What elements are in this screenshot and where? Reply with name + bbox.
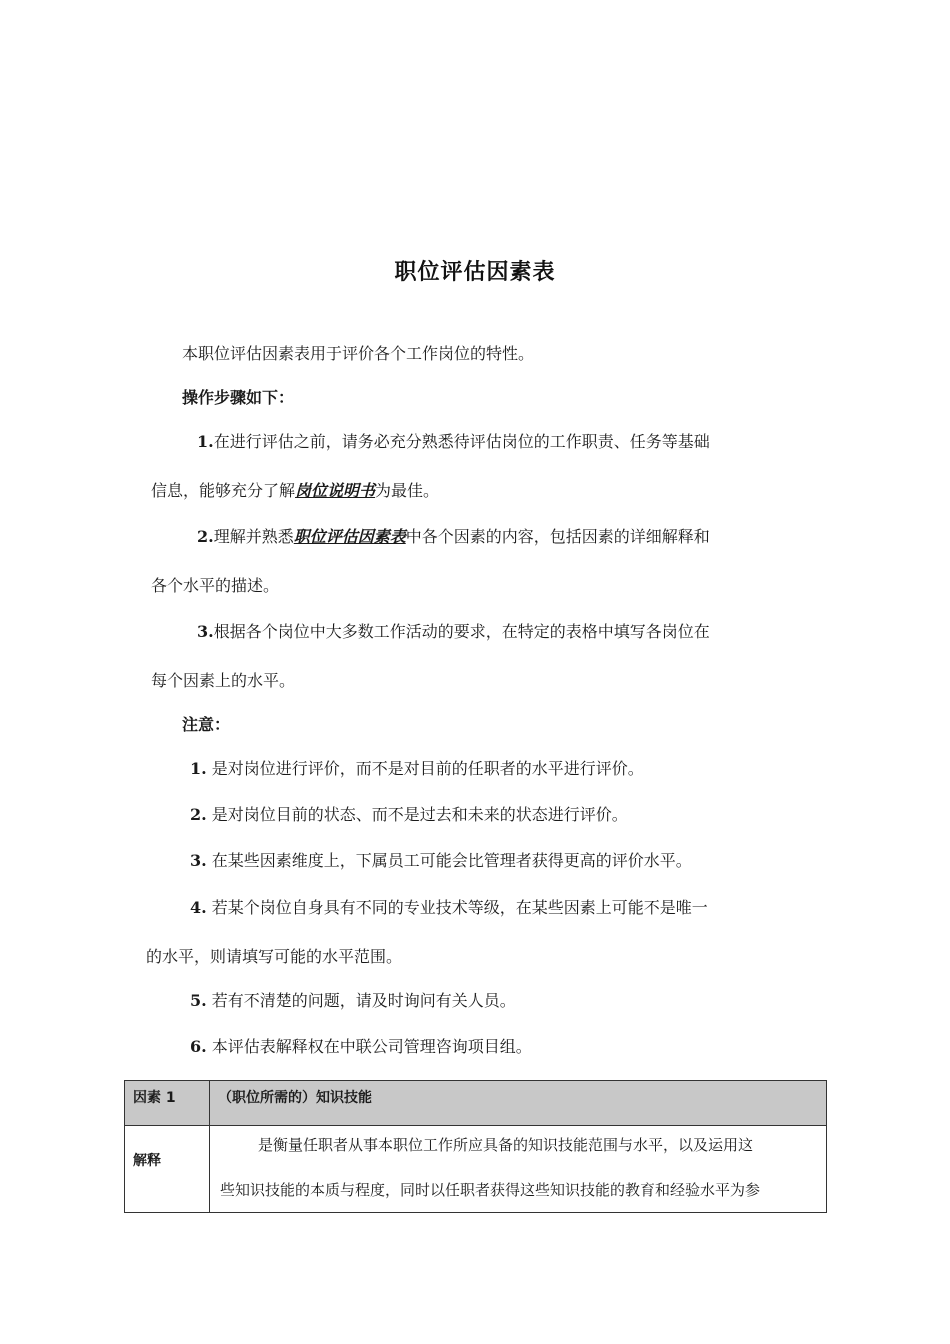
step-1-text-cont: 信息，能够充分了解 (151, 481, 296, 500)
step-2-text: 理解并熟悉 (213, 527, 294, 546)
steps-heading: 操作步骤如下： (182, 388, 295, 407)
note-3-number: 3. (190, 851, 207, 870)
step-2-text-end: 中各个因素的内容，包括因素的详细解释和 (405, 527, 710, 546)
notes-heading: 注意： (182, 715, 231, 734)
factor-name-cell (210, 1081, 827, 1126)
note-5 (190, 990, 516, 1012)
step-2-line-1 (197, 526, 710, 548)
note-3 (190, 850, 692, 872)
note-1-text: 是对岗位进行评价，而不是对目前的任职者的水平进行评价。 (211, 759, 644, 778)
intro-text: 本职位评估因素表用于评价各个工作岗位的特性。 (182, 344, 535, 363)
step-1-line-1 (197, 431, 710, 453)
factor-table-link[interactable]: 职位评估因素表 (293, 527, 406, 546)
note-5-number: 5. (190, 991, 207, 1010)
note-6-text: 本评估表解释权在中联公司管理咨询项目组。 (211, 1037, 532, 1056)
note-4-number: 4. (190, 898, 207, 917)
step-3-line-1 (197, 621, 710, 643)
factor-table (124, 1080, 827, 1213)
step-1-text-end: 为最佳。 (375, 481, 440, 500)
note-1-number: 1. (190, 759, 207, 778)
explain-label-cell (125, 1126, 210, 1213)
step-3-number: 3. (197, 622, 214, 641)
explain-label: 解释 (133, 1153, 161, 1169)
step-3-line-2: 每个因素上的水平。 (151, 671, 296, 690)
step-1-line-2 (151, 480, 439, 502)
page-title: 职位评估因素表 (394, 260, 556, 285)
explain-text-cell (210, 1126, 827, 1213)
explain-line-2: 些知识技能的本质与程度，同时以任职者获得这些知识技能的教育和经验水平为参 (220, 1181, 761, 1199)
step-1-number: 1. (197, 432, 214, 451)
factor-explain-row (125, 1126, 827, 1213)
note-2 (190, 804, 628, 826)
note-2-text: 是对岗位目前的状态、而不是过去和未来的状态进行评价。 (211, 805, 628, 824)
note-4-text: 若某个岗位自身具有不同的专业技术等级，在某些因素上可能不是唯一 (211, 898, 708, 917)
step-2-number: 2. (197, 527, 214, 546)
note-4-cont: 的水平，则请填写可能的水平范围。 (146, 947, 403, 966)
step-1-text: 在进行评估之前，请务必充分熟悉待评估岗位的工作职责、任务等基础 (213, 432, 710, 451)
factor-label: 因素 1 (133, 1090, 176, 1106)
factor-header-row (125, 1081, 827, 1126)
step-3-text: 根据各个岗位中大多数工作活动的要求，在特定的表格中填写各岗位在 (213, 622, 710, 641)
note-4 (190, 897, 708, 919)
explain-line-1: 是衡量任职者从事本职位工作所应具备的知识技能范围与水平，以及运用这 (258, 1136, 754, 1154)
step-2-line-2: 各个水平的描述。 (151, 576, 280, 595)
note-2-number: 2. (190, 805, 207, 824)
note-6-number: 6. (190, 1037, 207, 1056)
note-3-text: 在某些因素维度上，下属员工可能会比管理者获得更高的评价水平。 (211, 851, 692, 870)
note-1 (190, 758, 644, 780)
factor-label-cell (125, 1081, 210, 1126)
factor-name: （职位所需的）知识技能 (218, 1090, 372, 1106)
job-description-link[interactable]: 岗位说明书 (295, 481, 376, 500)
note-6 (190, 1036, 532, 1058)
explain-text (210, 1126, 826, 1201)
note-5-text: 若有不清楚的问题，请及时询问有关人员。 (211, 991, 516, 1010)
